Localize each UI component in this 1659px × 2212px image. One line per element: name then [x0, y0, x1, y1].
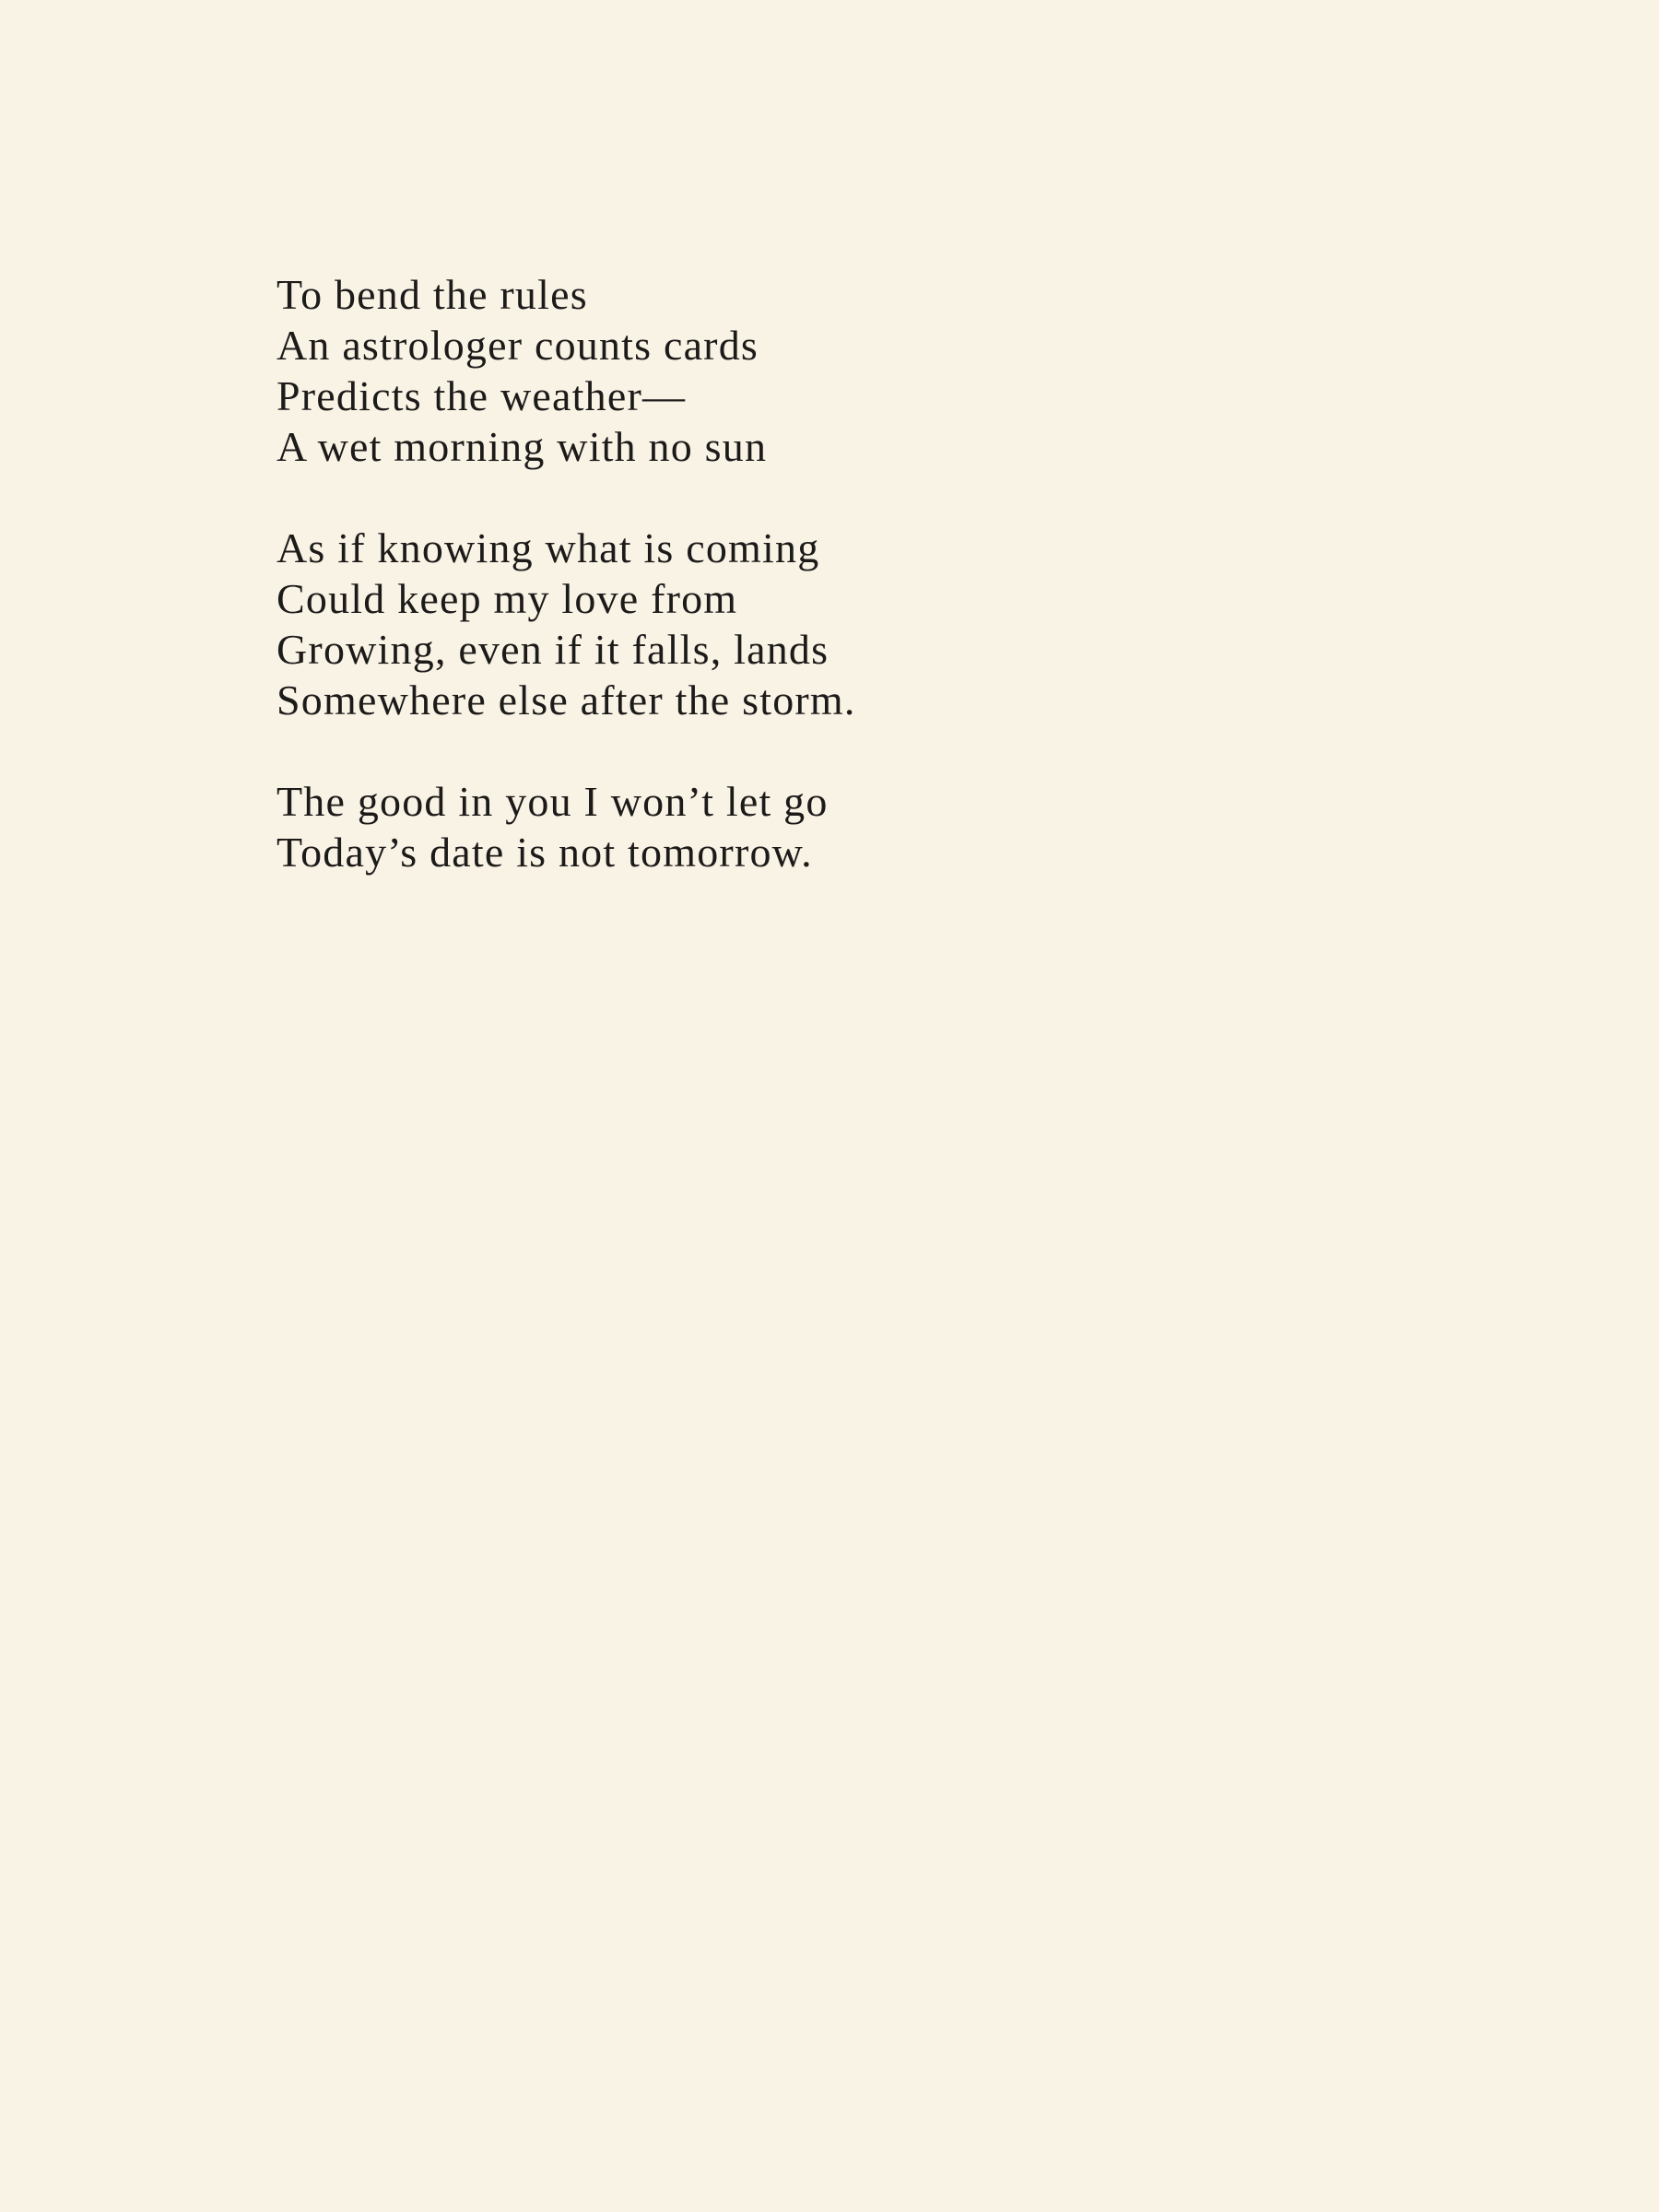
poem-body	[276, 269, 1382, 877]
poem-line: As if knowing what is coming	[276, 524, 820, 571]
poem-line: A wet morning with no sun	[276, 423, 768, 470]
poem-line: Could keep my love from	[276, 575, 738, 622]
poem-line: Predicts the weather—	[276, 372, 687, 419]
poem-line: To bend the rules	[276, 271, 588, 318]
poem-line: Growing, even if it falls, lands	[276, 626, 830, 673]
stanza-3	[276, 776, 1382, 877]
poem-line: Somewhere else after the storm.	[276, 677, 856, 724]
poem-line: Today’s date is not tomorrow.	[276, 829, 813, 876]
stanza-1	[276, 269, 1382, 472]
poem-line: An astrologer counts cards	[276, 322, 759, 369]
poem-line: The good in you I won’t let go	[276, 778, 829, 825]
stanza-2	[276, 523, 1382, 725]
